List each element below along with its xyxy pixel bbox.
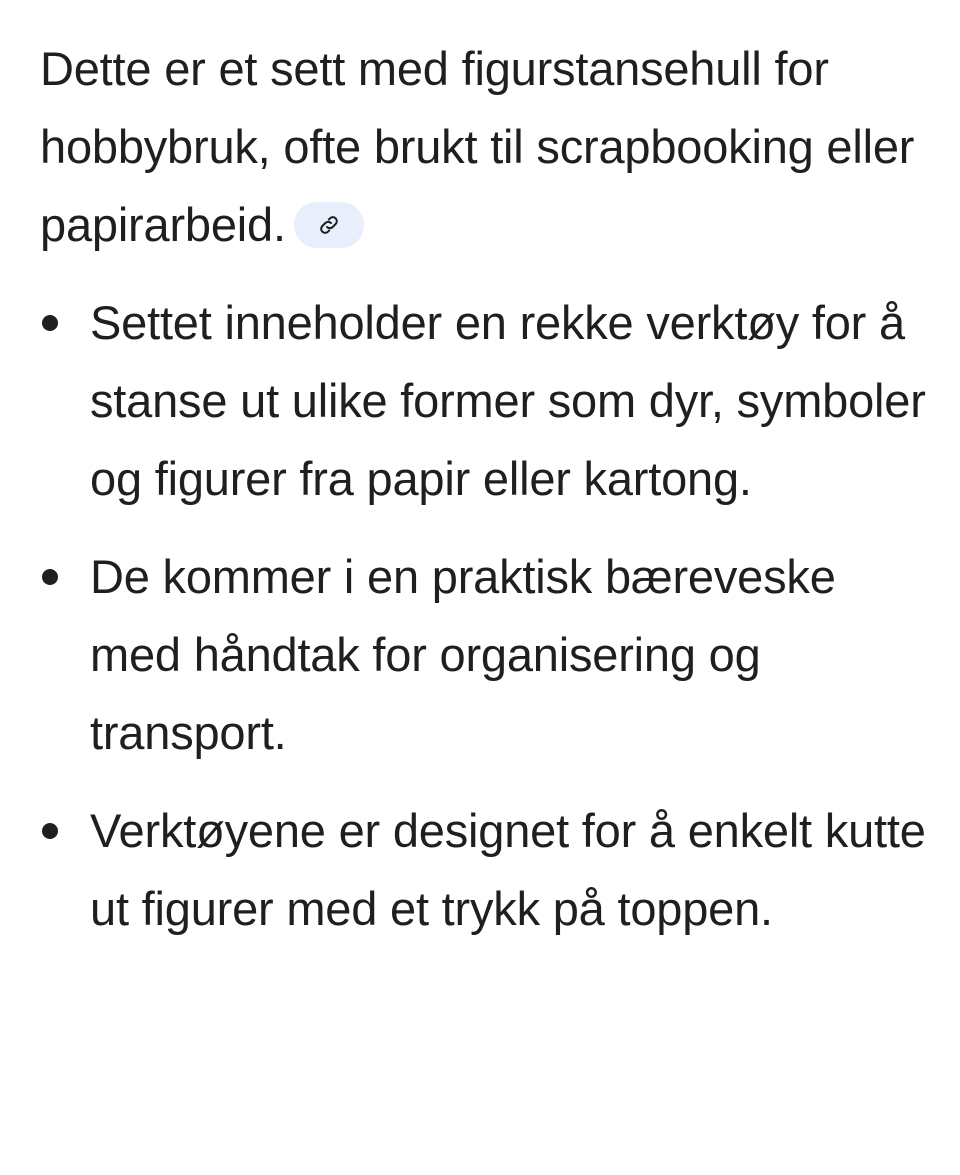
link-icon — [317, 213, 341, 237]
bullet-text: De kommer i en praktisk bæreveske med håndtak for organisering og transport. — [90, 550, 836, 759]
bullet-dot — [42, 569, 58, 585]
source-link-chip[interactable] — [294, 202, 364, 248]
intro-paragraph — [40, 30, 930, 264]
bullet-item — [40, 538, 930, 772]
bullet-dot — [42, 315, 58, 331]
bullet-dot — [42, 823, 58, 839]
bullet-text: Settet inneholder en rekke verktøy for å stanse ut ulike former som dyr, symboler og figurer fra papir eller kartong. — [90, 296, 926, 505]
bullet-text: Verktøyene er designet for å enkelt kutte ut figurer med et trykk på toppen. — [90, 804, 926, 935]
bullet-list — [40, 284, 930, 948]
bullet-item — [40, 792, 930, 948]
intro-text: Dette er et sett med figurstansehull for hobbybruk, ofte brukt til scrapbooking eller papirarbeid. — [40, 42, 915, 251]
response-content — [40, 30, 930, 968]
bullet-item — [40, 284, 930, 518]
